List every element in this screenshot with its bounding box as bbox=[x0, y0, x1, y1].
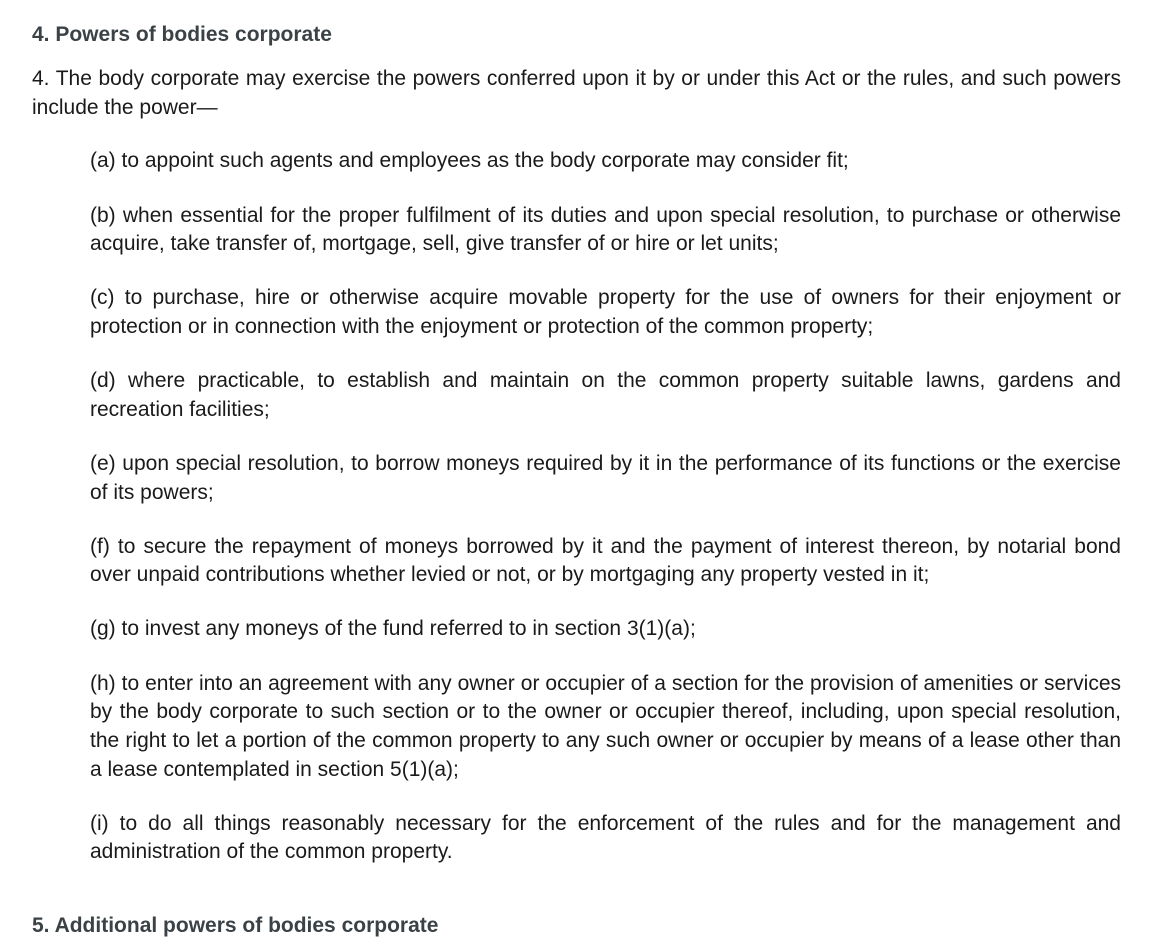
power-item-g: (g) to invest any moneys of the fund referred to in section 3(1)(a); bbox=[90, 617, 696, 641]
power-item-c: (c) to purchase, hire or otherwise acquire movable property for the use of owners for their enjoyment or protection or in connection with the enjoyment or protection of the common property; bbox=[90, 286, 1121, 338]
section-heading: 4. Powers of bodies corporate bbox=[32, 23, 332, 46]
power-item-a: (a) to appoint such agents and employees as the body corporate may consider fit; bbox=[90, 149, 849, 173]
next-section-heading: 5. Additional powers of bodies corporate bbox=[32, 914, 439, 937]
power-item-i: (i) to do all things reasonably necessary for the enforcement of the rules and for the management and administration of the common property. bbox=[90, 811, 1121, 864]
section-intro: 4. The body corporate may exercise the powers conferred upon it by or under this Act or the rules, and such powers include the power— bbox=[32, 67, 1121, 119]
power-item-e: (e) upon special resolution, to borrow moneys required by it in the performance of its functions or the exercise of its powers; bbox=[90, 451, 1121, 504]
power-item-d: (d) where practicable, to establish and maintain on the common property suitable lawns, gardens and recreation facilities; bbox=[90, 369, 1121, 421]
power-item-b: (b) when essential for the proper fulfilment of its duties and upon special resolution, to purchase or otherwise acquire, take transfer of, mortgage, sell, give transfer of or hire or let units; bbox=[90, 203, 1121, 256]
powers-list bbox=[32, 147, 1121, 867]
document-body bbox=[32, 21, 1121, 893]
power-item-h: (h) to enter into an agreement with any owner or occupier of a section for the provision of amenities or services by the body corporate to such section or to the owner or occupier thereof, including, upon special resolution, the right to let a portion of the common property to any such owner or occupier by means of a lease other than a lease contemplated in section 5(1)(a); bbox=[90, 671, 1121, 781]
power-item-f: (f) to secure the repayment of moneys borrowed by it and the payment of interest thereon, by notarial bond over unpaid contributions whether levied or not, or by mortgaging any property vested in it; bbox=[90, 534, 1121, 587]
